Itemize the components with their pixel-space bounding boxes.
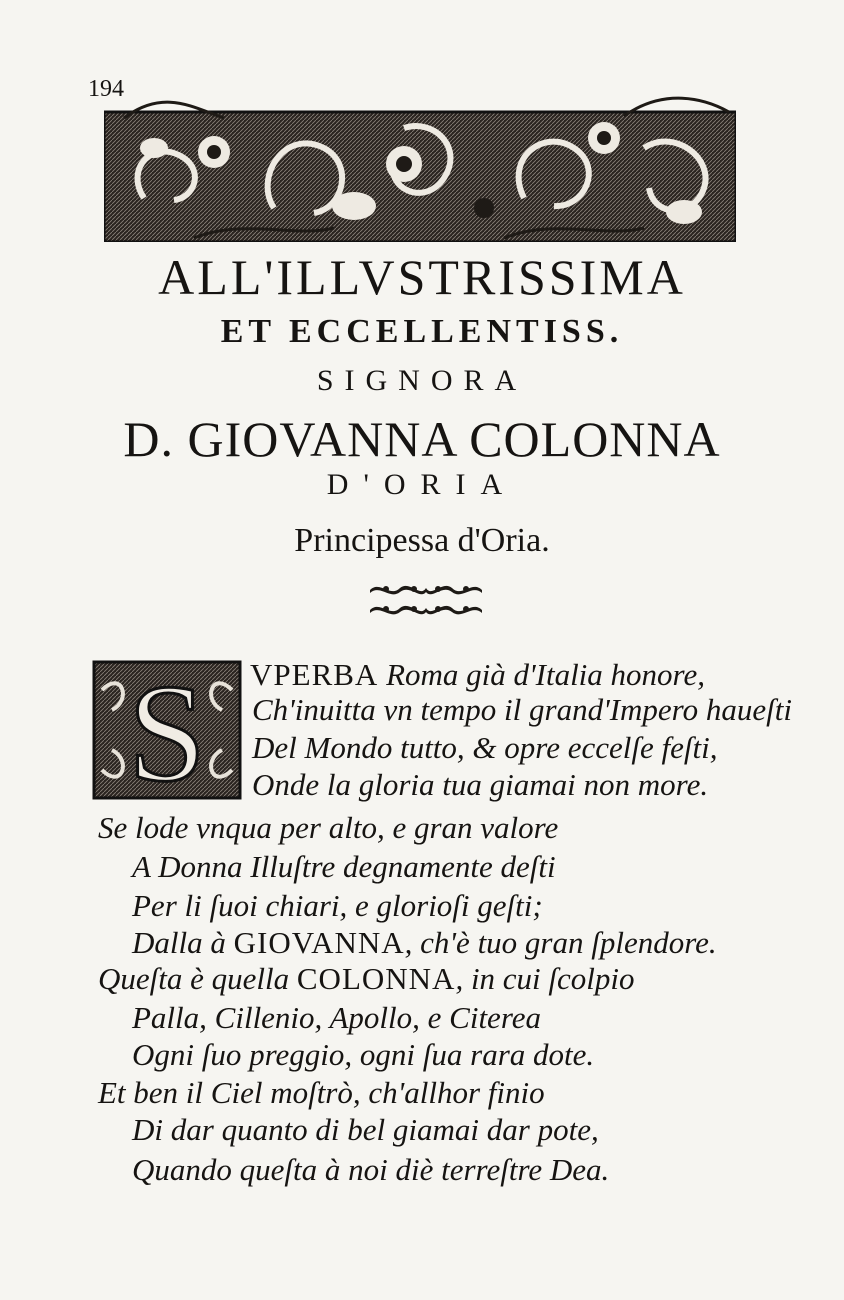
dedicatee-family: D'ORIA	[326, 468, 518, 501]
verse-line-14: Quando queſta à noi diè terreſtre Dea.	[132, 1152, 610, 1187]
verse-line-1: VPERBA Roma già d'Italia honore,	[250, 657, 705, 692]
page-number: 194	[88, 76, 124, 102]
fleuron-ornament	[366, 578, 486, 622]
verse-line-7: Per li ſuoi chiari, e glorioſi geſti;	[132, 888, 543, 923]
verse-line-2: Ch'inuitta vn tempo il grand'Impero haueſti	[252, 692, 792, 727]
verse-line-10: Palla, Cillenio, Apollo, e Citerea	[132, 1000, 541, 1035]
svg-text:S: S	[128, 660, 206, 800]
verse-line-4: Onde la gloria tua giamai non more.	[252, 767, 709, 802]
verse-line-11: Ogni ſuo preggio, ogni ſua rara dote.	[132, 1037, 595, 1072]
dedicatee-title: Principessa d'Oria.	[294, 522, 550, 559]
verse-line-12: Et ben il Ciel moſtrò, ch'allhor finio	[98, 1075, 545, 1110]
ornamental-headpiece	[104, 88, 736, 242]
dedication-subtitle: ET ECCELLENTISS.	[220, 313, 624, 350]
dedication-title: ALL'ILLVSTRISSIMA	[158, 249, 686, 305]
verse-line-3: Del Mondo tutto, & opre eccelſe feſti,	[252, 730, 718, 765]
verse-line-8: Dalla à GIOVANNA, ch'è tuo gran ſplendore.	[132, 925, 717, 960]
verse-line-13: Di dar quanto di bel giamai dar pote,	[132, 1112, 599, 1147]
verse-line-6: A Donna Illuſtre degnamente deſti	[132, 849, 556, 884]
verse-line-9: Queſta è quella COLONNA, in cui ſcolpio	[98, 961, 635, 996]
dedication-honorific: SIGNORA	[316, 364, 528, 397]
dedicatee-name: D. GIOVANNA COLONNA	[123, 411, 721, 467]
decorated-initial-s	[92, 660, 242, 800]
verse-line-5: Se lode vnqua per alto, e gran valore	[98, 810, 559, 845]
